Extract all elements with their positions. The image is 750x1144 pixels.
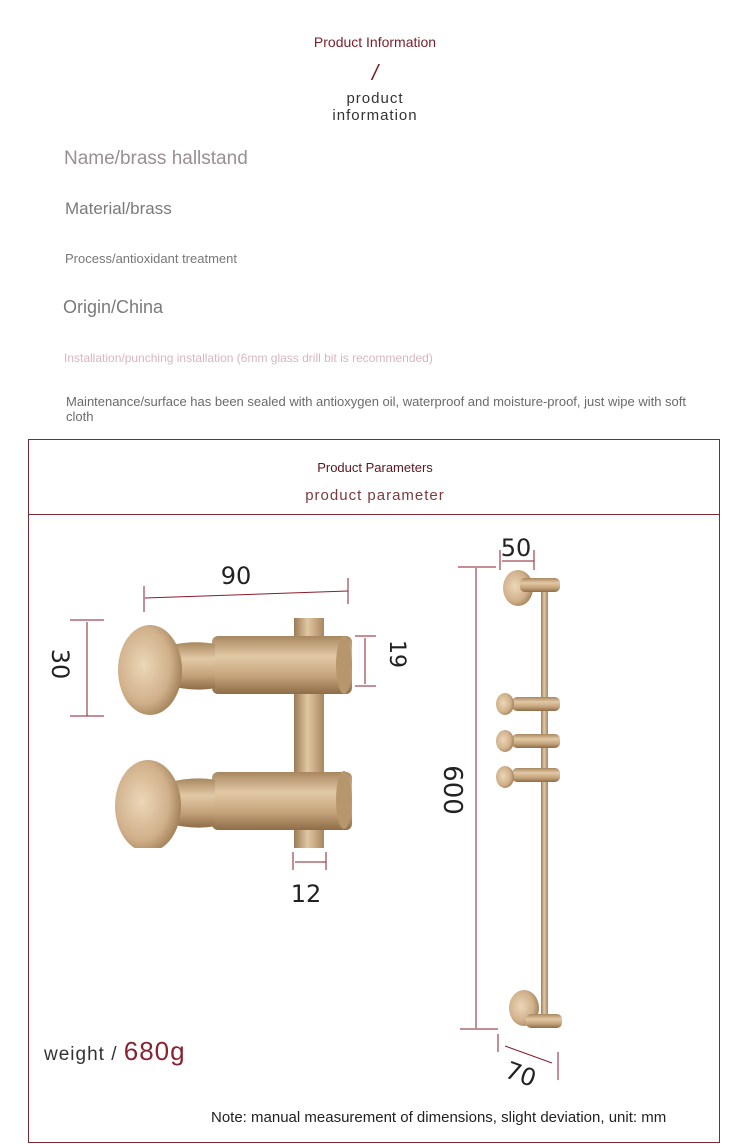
info-installation: Installation/punching installation (6mm glass drill bit is recommended): [64, 351, 433, 365]
product-parameters-title: Product Parameters: [317, 460, 433, 475]
dim-arm-diameter: 19: [384, 640, 409, 668]
product-information-title: Product Information: [313, 34, 437, 50]
dim-knob-diameter: 30: [46, 648, 74, 680]
subtitle-line-2: information: [332, 107, 418, 124]
subtitle-line-1: product: [346, 90, 404, 107]
weight-label: weight /: [44, 1044, 118, 1065]
title-slash: /: [371, 60, 379, 85]
full-rack: [496, 570, 562, 1028]
product-parameters-subtitle: product parameter: [305, 487, 445, 504]
info-material: Material/brass: [65, 199, 172, 218]
dim-pole-diameter: 12: [290, 880, 322, 908]
dim-base-width: 50: [500, 534, 532, 562]
info-process: Process/antioxidant treatment: [65, 251, 237, 266]
dim-depth: 70: [501, 1056, 540, 1093]
info-name: Name/brass hallstand: [64, 148, 248, 169]
info-maintenance: Maintenance/surface has been sealed with antioxygen oil, waterproof and moisture-proof, just wipe with soft cloth: [66, 394, 687, 424]
dim-total-height: 600: [437, 765, 467, 815]
info-origin: Origin/China: [63, 297, 164, 317]
weight-readout: [44, 1036, 186, 1067]
measurement-note: Note: manual measurement of dimensions, slight deviation, unit: mm: [211, 1109, 667, 1126]
weight-value: 680g: [123, 1036, 186, 1066]
dim-hook-length: 90: [220, 562, 252, 590]
